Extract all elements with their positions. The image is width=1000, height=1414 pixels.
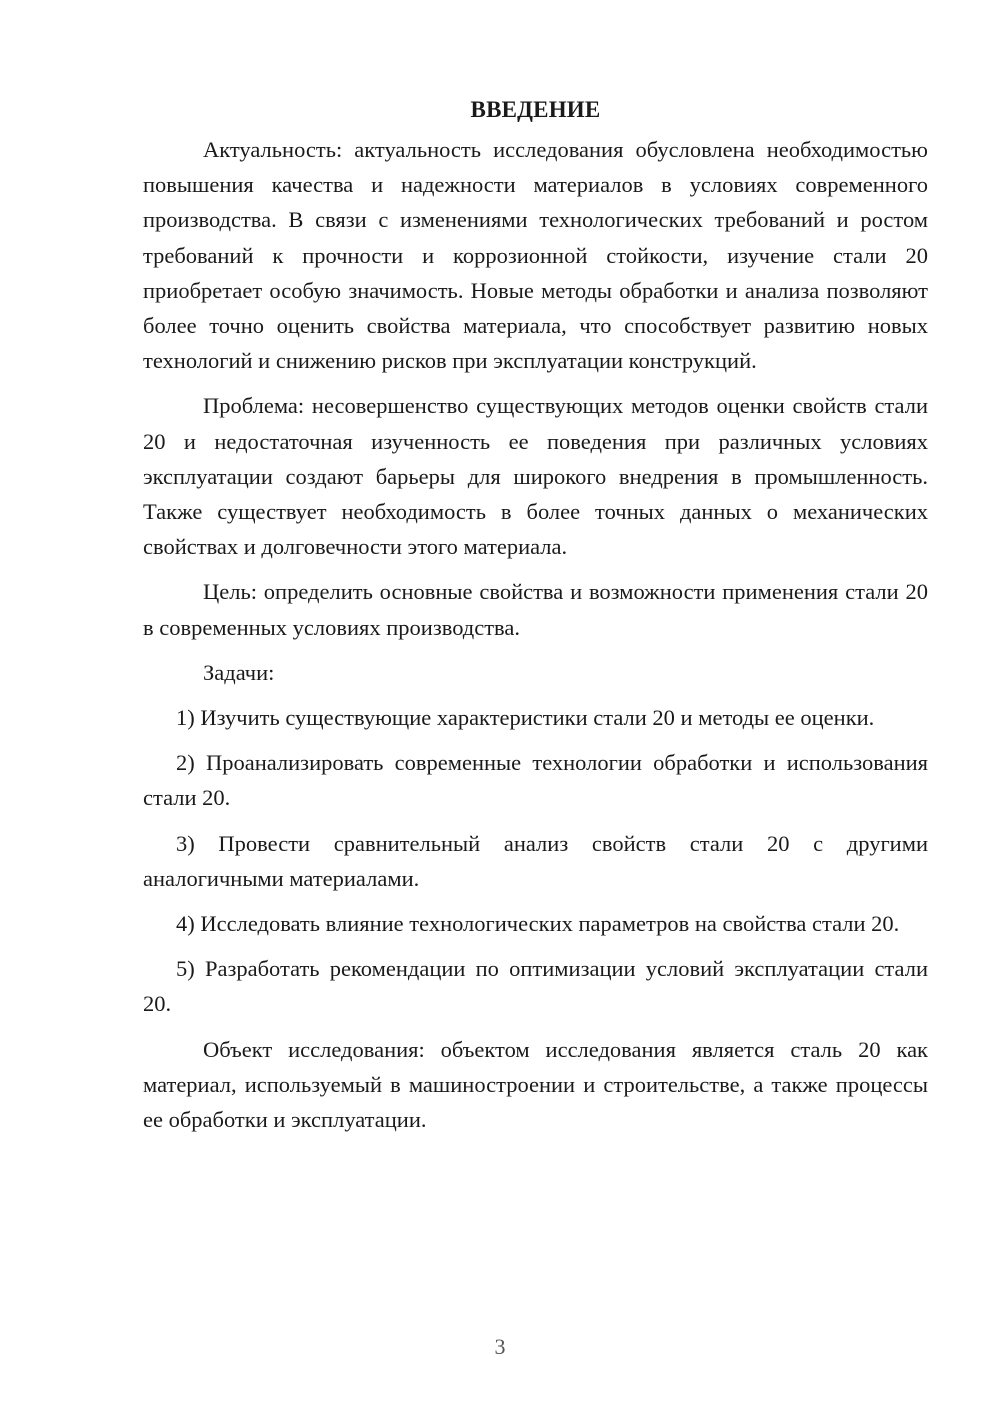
goal-paragraph: Цель: определить основные свойства и возможности применения стали 20 в современных условиях производства. — [143, 579, 928, 640]
tasks-heading: Задачи: — [203, 659, 275, 685]
object-paragraph: Объект исследования: объектом исследования является сталь 20 как материал, используемый в машиностроении и строительстве, а также процессы ее обработки и эксплуатации. — [143, 1036, 928, 1133]
task-item-5: 5) Разработать рекомендации по оптимизации условий эксплуатации стали 20. — [143, 956, 928, 1017]
section-title: ВВЕДЕНИЕ — [470, 97, 601, 122]
task-item-1: 1) Изучить существующие характеристики стали 20 и методы ее оценки. — [176, 705, 875, 731]
task-item-3: 3) Провести сравнительный анализ свойств стали 20 с другими аналогичными материалами. — [143, 830, 928, 891]
task-item-2: 2) Проанализировать современные технологии обработки и использования стали 20. — [143, 750, 928, 811]
page-number: 3 — [494, 1334, 506, 1359]
document-page — [143, 92, 928, 1137]
tasks-list — [143, 700, 928, 1022]
problem-paragraph: Проблема: несовершенство существующих методов оценки свойств стали 20 и недостаточная изученность ее поведения при различных условиях эксплуатации создают барьеры для широкого внедрения в промышленность. Также существует необходимость в более точных данных о механических свойствах и долговечности этого материала. — [143, 393, 928, 560]
task-item-4: 4) Исследовать влияние технологических параметров на свойства стали 20. — [176, 911, 900, 937]
relevance-paragraph: Актуальность: актуальность исследования обусловлена необходимостью повышения качества и надежности материалов в условиях современного производства. В связи с изменениями технологических требований и ростом требований к прочности и коррозионной стойкости, изучение стали 20 приобретает особую значимость. Новые методы обработки и анализа позволяют более точно оценить свойства материала, что способствует развитию новых технологий и снижению рисков при эксплуатации конструкций. — [143, 137, 928, 374]
